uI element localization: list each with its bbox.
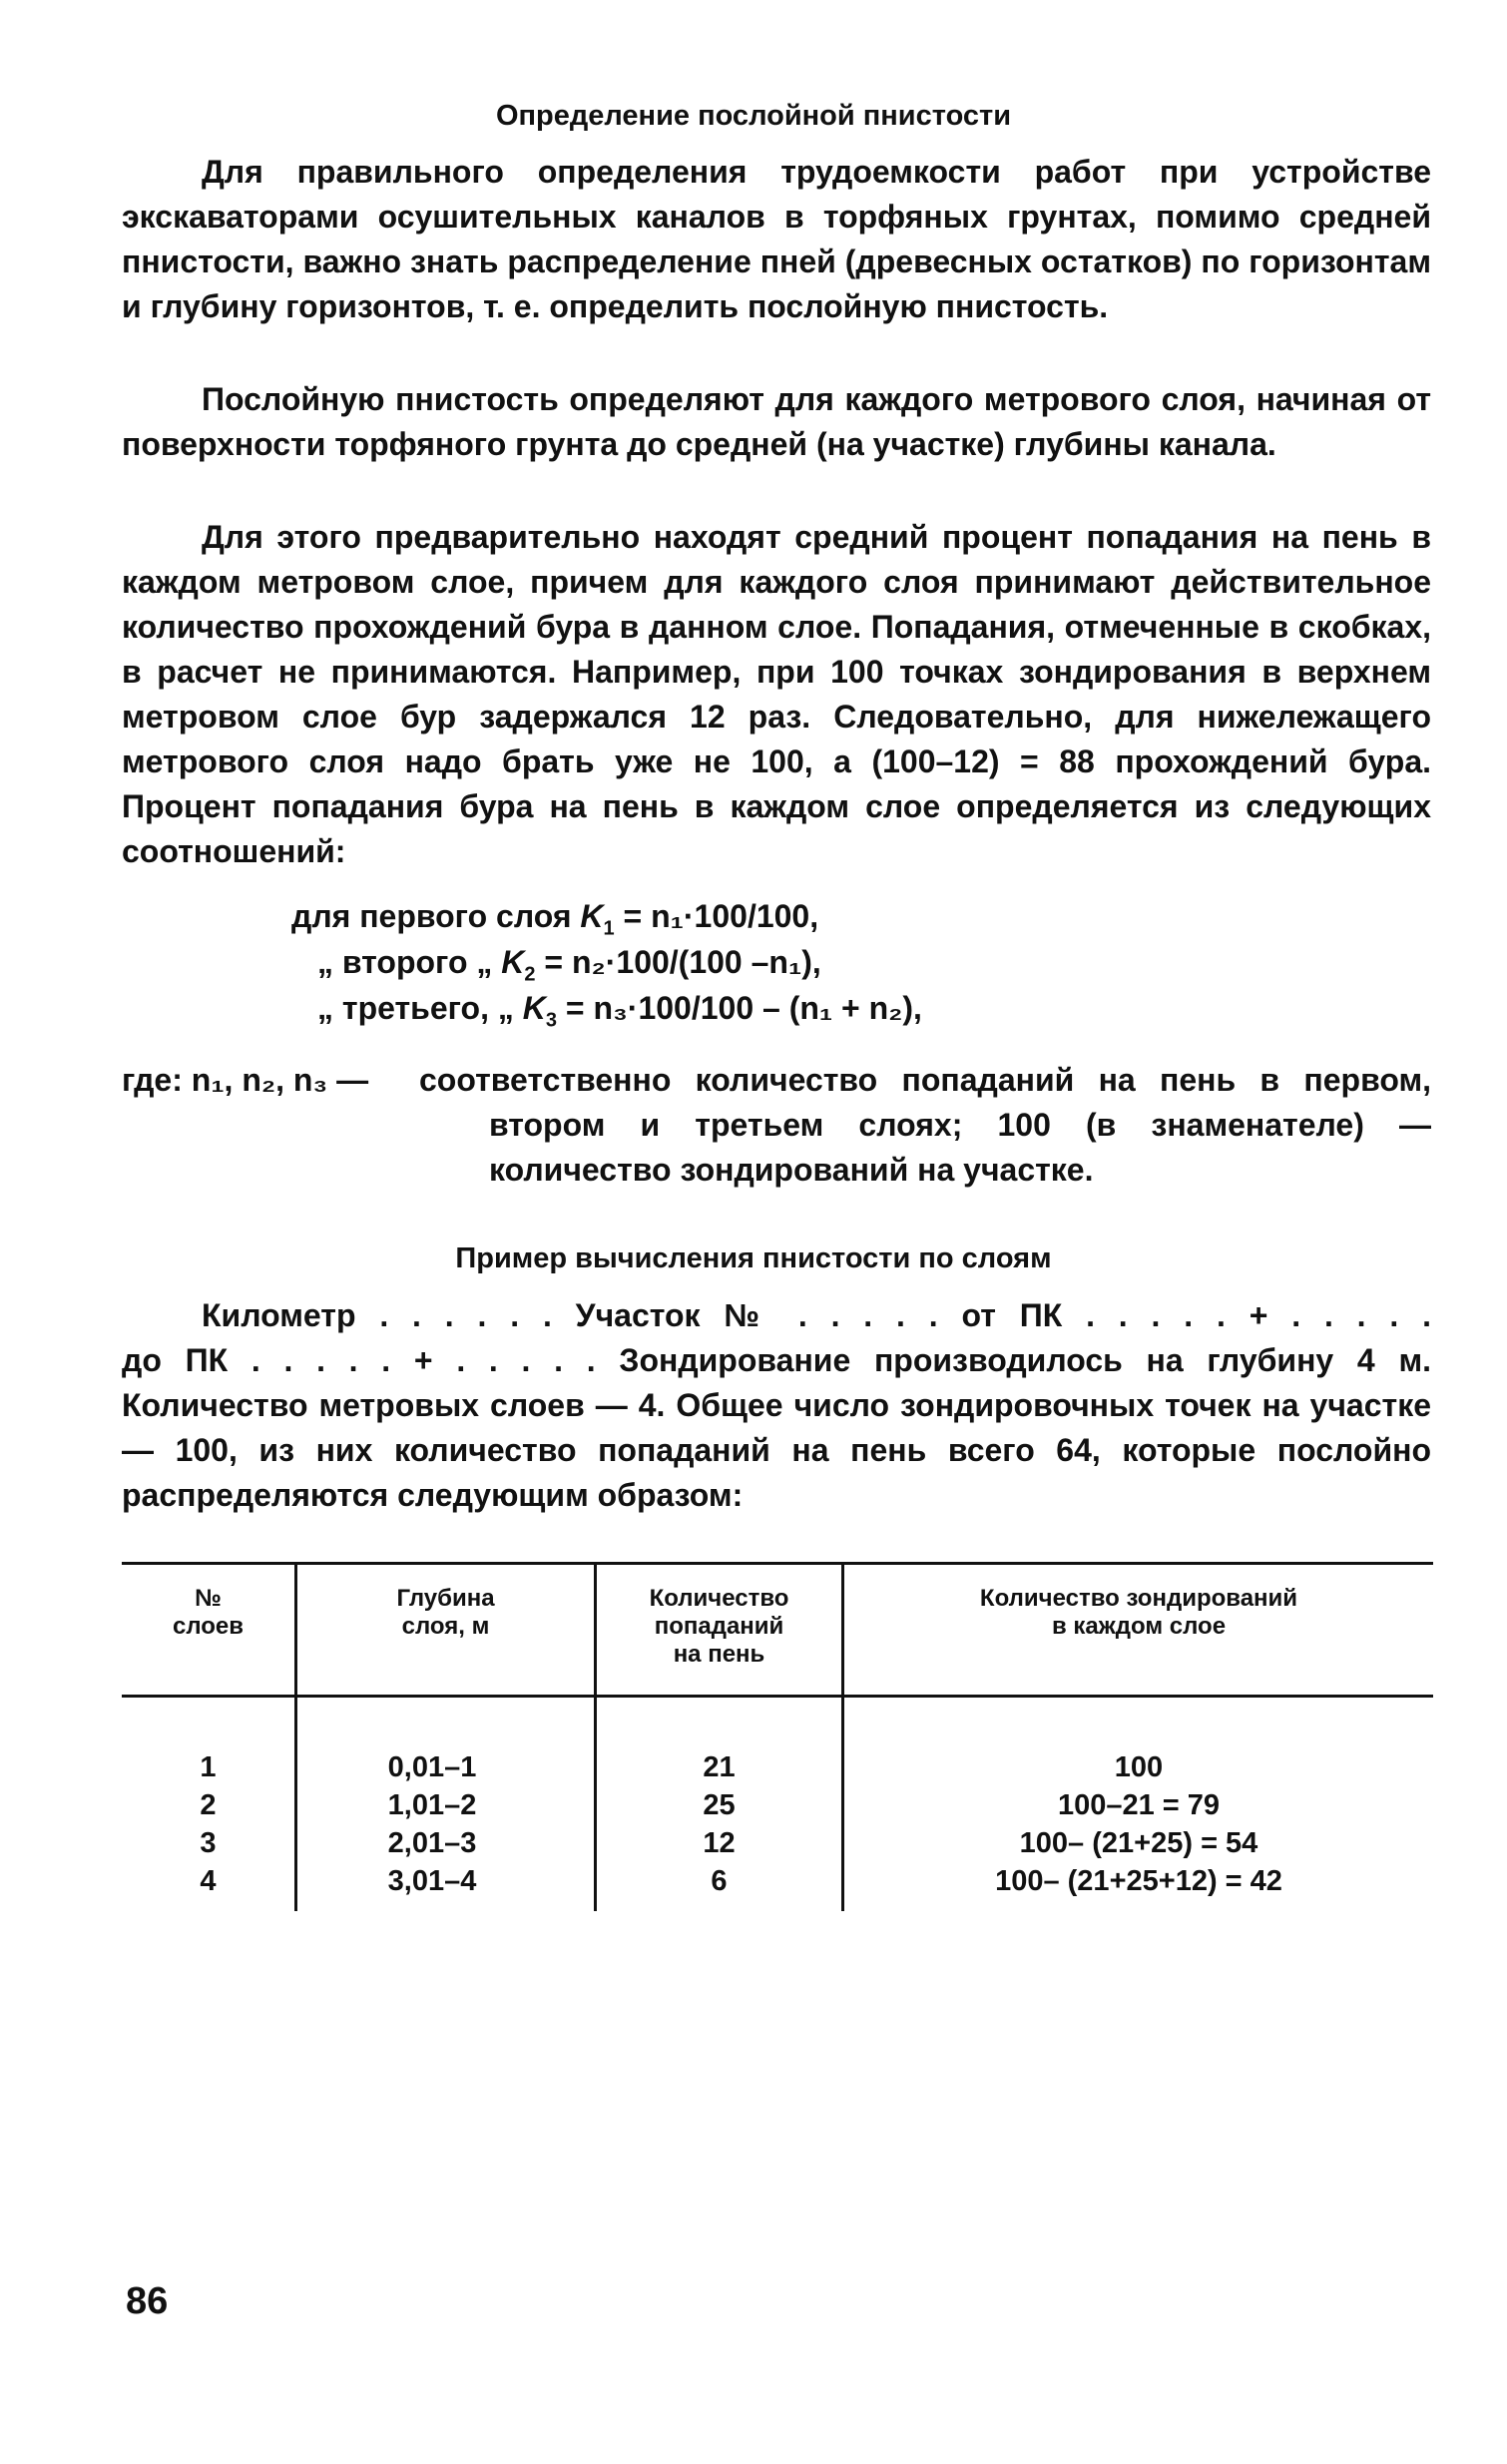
table-cell: 2 xyxy=(200,1789,217,1821)
header-soundings: Количество зондирований в каждом слое xyxy=(979,1585,1298,1640)
table-cell: 1,01–2 xyxy=(387,1789,477,1821)
page-number: 86 xyxy=(126,2280,169,2322)
table-cell: 4 xyxy=(200,1865,217,1897)
table-top-rule xyxy=(122,1562,1433,1565)
table-cell: 1 xyxy=(200,1751,217,1783)
table-cell: 100–21 = 79 xyxy=(1057,1789,1221,1821)
section-title: Определение послойной пнистости xyxy=(495,100,1012,132)
header-layer-number: № слоев xyxy=(172,1585,245,1640)
table-cell: 100– (21+25+12) = 42 xyxy=(995,1865,1282,1897)
formula-layer-3: „ третьего, „ $K_3 = n_3\cdot 100/100 - (n_1 + n_2)$, xyxy=(317,990,922,1032)
table-cell: 3 xyxy=(200,1827,217,1859)
header-depth: Глубина слоя, м xyxy=(396,1585,495,1640)
paragraph-1: Для правильного определения трудоемкости работ при устройстве экскаваторами осушительных каналов в торфяных грунтах, помимо средней пнистости, важно знать распределение пней (древесных остатков) по горизонтам и глубину горизонтов, т. е. определить послойную пнистость. xyxy=(122,154,1431,324)
paragraph-2: Послойную пнистость определяют для каждого метрового слоя, начиная от поверхности торфяного грунта до средней (на участке) глубины канала. xyxy=(122,381,1431,462)
table-cell: 21 xyxy=(703,1751,736,1783)
where-label: где: n₁, n₂, n₃ — xyxy=(122,1062,369,1098)
table-cell: 0,01–1 xyxy=(387,1751,477,1783)
column-hits xyxy=(597,1748,841,1900)
example-line-2: до ПК . . . . . + . . . . . Зондирование производилось на глубину 4 м. xyxy=(122,1342,1431,1378)
example-line-1: Километр . . . . . . Участок № . . . . . от ПК . . . . . + . . . . . xyxy=(202,1297,1431,1333)
column-depth xyxy=(297,1748,567,1900)
header-hits: Количество попаданий на пень xyxy=(649,1585,789,1668)
table-cell: 12 xyxy=(703,1827,736,1859)
table-header-rule xyxy=(122,1695,1433,1698)
table-cell: 3,01–4 xyxy=(387,1865,477,1897)
column-layer-number xyxy=(122,1748,294,1900)
table-cell: 100– (21+25) = 54 xyxy=(1019,1827,1258,1859)
example-title: Пример вычисления пнистости по слоям xyxy=(455,1242,1052,1274)
formula-layer-1: для первого слоя $K_1 = n_1\cdot 100/100$, xyxy=(291,898,819,940)
table-cell: 100 xyxy=(1114,1751,1164,1783)
example-line-3: Количество метровых слоев — 4. Общее число зондировочных точек на участке — 100, из них количество попаданий на пень всего 64, которые послойно распределяются следующим образом: xyxy=(122,1387,1431,1513)
table-cell: 2,01–3 xyxy=(387,1827,477,1859)
where-text: соответственно количество попаданий на пень в первом, втором и третьем слоях; 100 (в знаменателе) — количество зондирований на участке. xyxy=(419,1062,1431,1188)
formula-layer-2: „ второго „ $K_2 = n_2\cdot 100/(100$ –n₁), xyxy=(317,944,821,986)
table-cell: 6 xyxy=(711,1865,728,1897)
column-soundings xyxy=(844,1748,1433,1900)
table-cell: 25 xyxy=(703,1789,736,1821)
paragraph-3: Для этого предварительно находят средний процент попадания на пень в каждом метровом слое, причем для каждого слоя принимают действительное количество прохождений бура в данном слое. Попадания, отмеченные в скобках, в расчет не принимаются. Например, при 100 точках зондирования в верхнем метровом слое бур задержался 12 раз. Следовательно, для нижележащего метрового слоя надо брать уже не 100, а (100–12) = 88 прохождений бура. Процент попадания бура на пень в каждом слое определяется из следующих соотношений: xyxy=(122,519,1431,869)
